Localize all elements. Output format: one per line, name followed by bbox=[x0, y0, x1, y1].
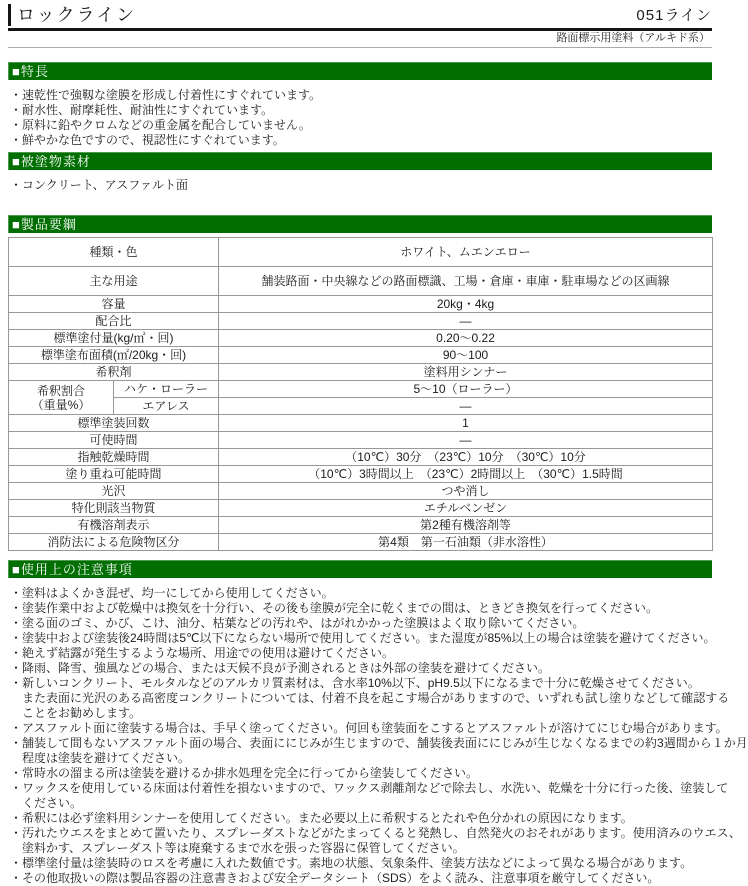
spec-row-main-use bbox=[9, 267, 713, 296]
product-subtitle: 路面標示用塗料（アルキド系） bbox=[8, 31, 712, 48]
note-line: ・塗装作業中および乾燥中は換気を十分行い、その後も塗膜が完全に乾くまでの間は、ときどき換気を行ってください。 bbox=[10, 601, 659, 615]
spec-row-gloss bbox=[9, 483, 713, 500]
note-line: ・絶えず結露が発生するような場所、用途での使用は避けてください。 bbox=[10, 646, 395, 660]
spec-value-cell: ホワイト、ムエンエロー bbox=[219, 238, 713, 267]
spec-row-fire-law-class bbox=[9, 534, 713, 551]
features-list bbox=[10, 88, 712, 148]
spec-row-regulated-substance bbox=[9, 500, 713, 517]
spec-value-cell: 5～10（ローラー） bbox=[219, 381, 713, 398]
note-line: ・降雨、降雪、強風などの場合、または天候不良が予測されるときは外部の塗装を避けてください。 bbox=[10, 661, 551, 675]
note-line: ・標準塗付量は塗装時のロスを考慮に入れた数値です。素地の状態、気象条件、塗装方法などによって異なる場合があります。 bbox=[10, 856, 693, 870]
spec-row-mix-ratio bbox=[9, 313, 713, 330]
spec-value-cell: ― bbox=[219, 398, 713, 415]
header bbox=[8, 4, 712, 31]
spec-value-cell: （10℃）3時間以上 （23℃）2時間以上 （30℃）1.5時間 bbox=[219, 466, 713, 483]
note-line: 程度は塗装を避けてください。 bbox=[22, 751, 191, 765]
feature-item: ・原料に鉛やクロムなどの重金属を配合していません。 bbox=[10, 118, 311, 132]
note-line: 塗料かす、スプレーダスト等は廃棄するまで水を張った容器に保管してください。 bbox=[22, 841, 465, 855]
spec-value-cell: つや消し bbox=[219, 483, 713, 500]
product-datasheet-page bbox=[0, 4, 748, 885]
spec-dilution-group-cell bbox=[9, 381, 114, 415]
spec-row-standard-coating-amount bbox=[9, 330, 713, 347]
spec-value-cell: 塗料用シンナー bbox=[219, 364, 713, 381]
spec-label-cell: 標準塗付量(kg/㎡・回) bbox=[9, 330, 219, 347]
feature-item: ・鮮やかな色ですので、視認性にすぐれています。 bbox=[10, 133, 285, 147]
note-line: ・その他取扱いの際は製品容器の注意書きおよび安全データシート（SDS）をよく読み、注意事項を厳守してください。 bbox=[10, 871, 660, 885]
note-line: ・ワックスを使用している床面は付着性を損ないますので、ワックス剥離剤などで除去し、水洗い、乾燥を十分に行った後、塗装して bbox=[10, 781, 729, 795]
spec-row-thinner bbox=[9, 364, 713, 381]
note-line: ・新しいコンクリート、モルタルなどのアルカリ質素材は、含水率10%以下、pH9.5以下になるまで十分に乾燥させてください。 bbox=[10, 676, 700, 690]
spec-table bbox=[8, 237, 713, 551]
spec-row-pot-life bbox=[9, 432, 713, 449]
spec-value-cell: 20kg・4kg bbox=[219, 296, 713, 313]
note-line: ・塗装中および塗装後24時間は5℃以下にならない場所で使用してください。また湿度が85%以上の場合は塗装を避けてください。 bbox=[10, 631, 716, 645]
spec-label-cell: 標準塗布面積(㎡/20kg・回) bbox=[9, 347, 219, 364]
spec-row-capacity bbox=[9, 296, 713, 313]
spec-value-cell: ― bbox=[219, 313, 713, 330]
spec-value-cell: （10℃）30分 （23℃）10分 （30℃）10分 bbox=[219, 449, 713, 466]
spec-label-cell: 特化則該当物質 bbox=[9, 500, 219, 517]
spec-row-type-color bbox=[9, 238, 713, 267]
spec-value-cell: エチルベンゼン bbox=[219, 500, 713, 517]
note-line: ・希釈には必ず塗料用シンナーを使用してください。また必要以上に希釈するとたれや色分かれの原因になります。 bbox=[10, 811, 633, 825]
spec-label-cell: 標準塗装回数 bbox=[9, 415, 219, 432]
substrate-item: ・コンクリート、アスファルト面 bbox=[10, 178, 188, 192]
note-line: ・常時水の溜まる所は塗装を避けるか排水処理を完全に行ってから塗装してください。 bbox=[10, 766, 479, 780]
feature-item: ・速乾性で強靱な塗膜を形成し付着性にすぐれています。 bbox=[10, 88, 322, 102]
spec-row-recoat-time bbox=[9, 466, 713, 483]
spec-label-cell: 塗り重ね可能時間 bbox=[9, 466, 219, 483]
spec-label-cell: 配合比 bbox=[9, 313, 219, 330]
spec-row-standard-coverage bbox=[9, 347, 713, 364]
spec-label-cell: 種類・色 bbox=[9, 238, 219, 267]
spec-label-cell: 有機溶剤表示 bbox=[9, 517, 219, 534]
spec-row-dilution-brush-roller bbox=[9, 381, 713, 398]
precautions-list bbox=[10, 586, 748, 886]
spec-value-cell: 第4類 第一石油類（非水溶性） bbox=[219, 534, 713, 551]
spec-dilution-group-label: 希釈割合 bbox=[36, 383, 85, 398]
spec-value-cell: 舗装路面・中央線などの路面標識、工場・倉庫・車庫・駐車場などの区画線 bbox=[219, 267, 713, 296]
spec-label-cell: ハケ・ローラー bbox=[114, 381, 219, 398]
substrate-list bbox=[10, 178, 712, 193]
spec-label-cell: 消防法による危険物区分 bbox=[9, 534, 219, 551]
section-header-precautions: ■使用上の注意事項 bbox=[8, 560, 712, 578]
note-line: ・汚れたウエスをまとめて置いたり、スプレーダストなどがたまってくると発熱し、自然発火のおそれがあります。使用済みのウエス、 bbox=[10, 826, 741, 840]
spec-label-cell: 可使時間 bbox=[9, 432, 219, 449]
spec-value-cell: ― bbox=[219, 432, 713, 449]
spec-label-cell: 主な用途 bbox=[9, 267, 219, 296]
spec-label-cell: 指触乾燥時間 bbox=[9, 449, 219, 466]
spec-value-cell: 第2種有機溶剤等 bbox=[219, 517, 713, 534]
product-title: ロックライン bbox=[8, 4, 136, 26]
note-line: ・塗料はよくかき混ぜ、均一にしてから使用してください。 bbox=[10, 586, 334, 600]
section-header-specs: ■製品要綱 bbox=[8, 215, 712, 233]
feature-item: ・耐水性、耐摩耗性、耐油性にすぐれています。 bbox=[10, 103, 274, 117]
spec-value-cell: 0.20～0.22 bbox=[219, 330, 713, 347]
section-header-substrate: ■被塗物素材 bbox=[8, 152, 712, 170]
note-line: ことをお勧めします。 bbox=[22, 706, 142, 720]
spec-label-cell: エアレス bbox=[114, 398, 219, 415]
spec-value-cell: 90～100 bbox=[219, 347, 713, 364]
note-line: また表面に光沢のある高密度コンクリートについては、付着不良を起こす場合がありますので、いずれも試し塗りなどして確認する bbox=[22, 691, 730, 705]
spec-label-cell: 希釈剤 bbox=[9, 364, 219, 381]
note-line: ・アスファルト面に塗装する場合は、手早く塗ってください。何回も塗装面をこするとアスファルトが溶けてにじむ場合があります。 bbox=[10, 721, 728, 735]
spec-label-cell: 容量 bbox=[9, 296, 219, 313]
note-line: ・舗装して間もないアスファルト面の場合、表面ににじみが生じますので、舗装後表面ににじみが生じなくなるまでの約3週間から１か月 bbox=[10, 736, 748, 750]
spec-row-organic-solvent-label bbox=[9, 517, 713, 534]
section-header-features: ■特長 bbox=[8, 62, 712, 80]
spec-label-cell: 光沢 bbox=[9, 483, 219, 500]
spec-row-coats bbox=[9, 415, 713, 432]
product-code: 051ライン bbox=[636, 7, 712, 24]
note-line: ください。 bbox=[22, 796, 83, 810]
note-line: ・塗る面のゴミ、かび、こけ、油分、枯葉などの汚れや、はがれかかった塗膜はよく取り除いてください。 bbox=[10, 616, 585, 630]
spec-dilution-group-label: （重量%） bbox=[31, 397, 91, 412]
spec-row-touch-dry-time bbox=[9, 449, 713, 466]
spec-value-cell: 1 bbox=[219, 415, 713, 432]
spec-row-dilution-airless bbox=[9, 398, 713, 415]
